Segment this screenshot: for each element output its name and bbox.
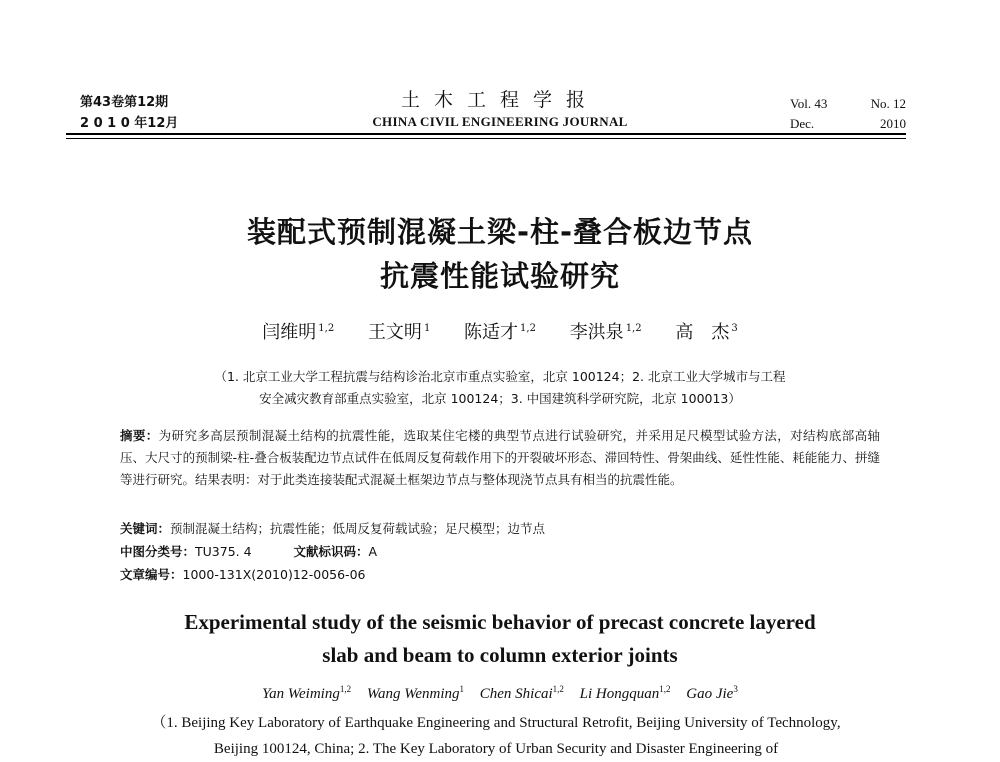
author-en (480, 686, 564, 702)
author-cn-aff: 1,2 (318, 323, 335, 334)
classification-line (120, 541, 377, 563)
author-en-aff: 1 (459, 684, 464, 694)
keywords-label: 关键词： (120, 521, 171, 536)
author-en-name: Gao Jie (686, 686, 734, 702)
affiliations-cn (0, 366, 1000, 410)
author-cn (675, 322, 737, 343)
author-en (686, 686, 738, 702)
author-en-aff: 1,2 (339, 684, 352, 694)
doc-code-label: 文献标识码： (293, 544, 369, 559)
paper-title-cn-line1: 装配式预制混凝土梁-柱-叠合板边节点 (246, 215, 754, 249)
author-cn (368, 322, 430, 343)
author-en-name: Chen Shicai (479, 686, 553, 702)
author-cn (464, 322, 536, 343)
affiliation-cn-line2: 安全减灾教育部重点实验室，北京 100124；3. 中国建筑科学研究院，北京 100013） (259, 391, 741, 406)
doc-code-value: A (368, 544, 378, 559)
article-number-label: 文章编号： (120, 567, 183, 582)
journal-name-en: CHINA CIVIL ENGINEERING JOURNAL (372, 114, 628, 129)
author-cn-name: 陈适才 (464, 322, 519, 343)
author-en-aff: 1,2 (659, 684, 671, 694)
author-en (580, 686, 671, 702)
authors-cn (0, 318, 1000, 344)
affiliation-cn-line1: （1. 北京工业大学工程抗震与结构诊治北京市重点实验室，北京 100124；2. 北京工业大学城市与工程 (214, 369, 786, 384)
paper-title-en-line1: Experimental study of the seismic behavior of precast concrete layered (184, 610, 816, 634)
paper-title-en (0, 606, 1000, 672)
abstract-cn (120, 425, 880, 491)
article-number-value: 1000-131X(2010)12-0056-06 (182, 567, 366, 582)
authors-en (0, 684, 1000, 703)
author-en (262, 686, 351, 702)
volume-en: Vol. 43 (790, 96, 828, 111)
author-cn-aff: 3 (731, 323, 738, 334)
year-en: 2010 (880, 116, 906, 131)
paper-title-cn (0, 210, 1000, 298)
journal-name-cn: 土木工程学报 (400, 89, 599, 111)
author-en-name: Li Hongquan (579, 686, 660, 702)
paper-title-en-line2: slab and beam to column exterior joints (322, 643, 678, 667)
author-en (367, 686, 464, 702)
author-cn (262, 322, 334, 343)
author-cn-aff: 1 (423, 323, 431, 334)
author-cn-name: 李洪泉 (569, 322, 624, 343)
author-cn-name: 王文明 (367, 322, 422, 343)
author-cn-aff: 1,2 (625, 323, 642, 334)
keywords-text: 预制混凝土结构；抗震性能；低周反复荷载试验；足尺模型；边节点 (170, 521, 546, 536)
affiliation-en-line2: Beijing 100124, China; 2. The Key Laboratory of Urban Security and Disaster Engineering of (213, 741, 779, 757)
affiliation-en-line1: （1. Beijing Key Laboratory of Earthquake Engineering and Structural Retrofit, Beijing University of Technology, (151, 715, 841, 731)
volume-issue-cn: 第43卷第12期 (80, 95, 169, 110)
abstract-label: 摘要： (120, 428, 159, 443)
abstract-text: 为研究多高层预制混凝土结构的抗震性能，选取某住宅楼的典型节点进行试验研究，并采用足尺模型试验方法，对结构底部高轴压、大尺寸的预制梁-柱-叠合板装配边节点试件在低周反复荷载作用下的开裂破坏形态、滞回特性、骨架曲线、延性性能、耗能能力、拼缝等进行研究。结果表明：对于此类连接装配式混凝土框架边节点与整体现浇节点具有相当的抗震性能。 (120, 428, 880, 487)
header-rule-thick (66, 133, 906, 135)
author-en-aff: 1,2 (552, 684, 564, 694)
header-rule-thin (66, 138, 906, 139)
date-cn: 2 0 1 0 年12月 (80, 116, 179, 131)
issue-info-en (790, 94, 906, 134)
author-cn (570, 322, 642, 343)
article-number-line (120, 564, 365, 586)
author-en-aff: 3 (733, 684, 738, 694)
author-cn-name: 闫维明 (262, 322, 317, 343)
author-en-name: Wang Wenming (366, 686, 460, 702)
clc-label: 中图分类号： (120, 544, 196, 559)
clc-value: TU375. 4 (195, 544, 252, 559)
affiliations-en (66, 710, 926, 762)
paper-title-cn-line2: 抗震性能试验研究 (379, 259, 620, 293)
author-cn-name: 高 杰 (675, 322, 730, 343)
month-en: Dec. (790, 116, 815, 131)
number-en: No. 12 (870, 96, 906, 111)
keywords-cn (120, 518, 545, 540)
author-cn-aff: 1,2 (520, 323, 536, 334)
author-en-name: Yan Weiming (262, 686, 340, 702)
